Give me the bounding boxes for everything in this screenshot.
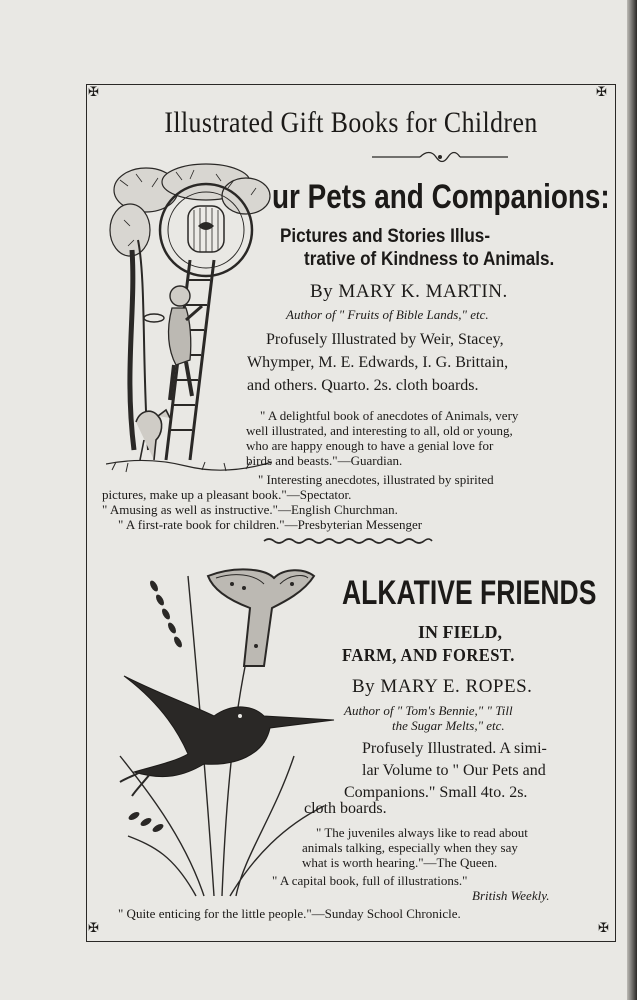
book-subtitle: trative of Kindness to Animals. — [304, 249, 555, 270]
review-quote-line: " Quite enticing for the little people."—Sunday School Chronicle. — [118, 906, 461, 921]
book-details-line: Whymper, M. E. Edwards, I. G. Brittain, — [247, 354, 509, 371]
review-quote-line: " Interesting anecdotes, illustrated by spirited — [258, 472, 494, 487]
flourish-divider-icon — [370, 150, 510, 164]
corner-ornament-icon: ✠ — [88, 921, 99, 936]
review-quote-line: " A delightful book of anecdotes of Animals, very — [260, 408, 519, 423]
book-details-line: cloth boards. — [304, 800, 387, 817]
author-previous-works: Author of " Fruits of Bible Lands," etc. — [286, 307, 489, 322]
review-source: British Weekly. — [472, 888, 550, 903]
page-title: Illustrated Gift Books for Children — [164, 106, 538, 139]
review-quote-line: who are happy enough to have a genial love for — [246, 438, 494, 453]
book-details-line: Profusely Illustrated by Weir, Stacey, — [266, 331, 504, 348]
book-details-line: lar Volume to " Our Pets and — [362, 762, 546, 779]
review-quote-line: " Amusing as well as instructive."—English Churchman. — [102, 502, 398, 517]
book-subtitle: FARM, AND FOREST. — [342, 645, 515, 665]
book-details-line: and others. Quarto. 2s. cloth boards. — [247, 377, 479, 394]
review-quote-line: " The juveniles always like to read about — [316, 825, 528, 840]
wavy-divider-icon — [262, 536, 434, 546]
book-subtitle: Pictures and Stories Illus- — [280, 226, 491, 247]
corner-ornament-icon: ✠ — [88, 85, 99, 100]
author-previous-works: Author of " Tom's Bennie," " Till — [344, 703, 513, 718]
corner-ornament-icon: ✠ — [598, 921, 609, 936]
review-quote-line: " A first-rate book for children."—Presbyterian Messenger — [118, 517, 423, 532]
review-quote-line: " A capital book, full of illustrations." — [272, 873, 468, 888]
book-details-line: Companions." Small 4to. 2s. — [344, 784, 528, 801]
author-previous-works: the Sugar Melts," etc. — [392, 718, 505, 733]
book-author: By MARY E. ROPES. — [352, 676, 533, 697]
book-author: By MARY K. MARTIN. — [310, 281, 508, 302]
book-title: ALKATIVE FRIENDS — [342, 574, 597, 612]
review-quote-line: pictures, make up a pleasant book."—Spectator. — [102, 487, 352, 502]
book-details-line: Profusely Illustrated. A simi- — [362, 740, 547, 757]
page-edge-shadow — [627, 0, 637, 1000]
corner-ornament-icon: ✠ — [596, 85, 607, 100]
review-quote-line: what is worth hearing."—The Queen. — [302, 855, 498, 870]
review-quote-line: well illustrated, and interesting to all, old or young, — [246, 423, 513, 438]
book-title: ur Pets and Companions: — [272, 178, 610, 216]
review-quote-line: animals talking, especially when they say — [302, 840, 518, 855]
review-quote-line: birds and beasts."—Guardian. — [246, 453, 403, 468]
book-subtitle: IN FIELD, — [418, 622, 503, 642]
